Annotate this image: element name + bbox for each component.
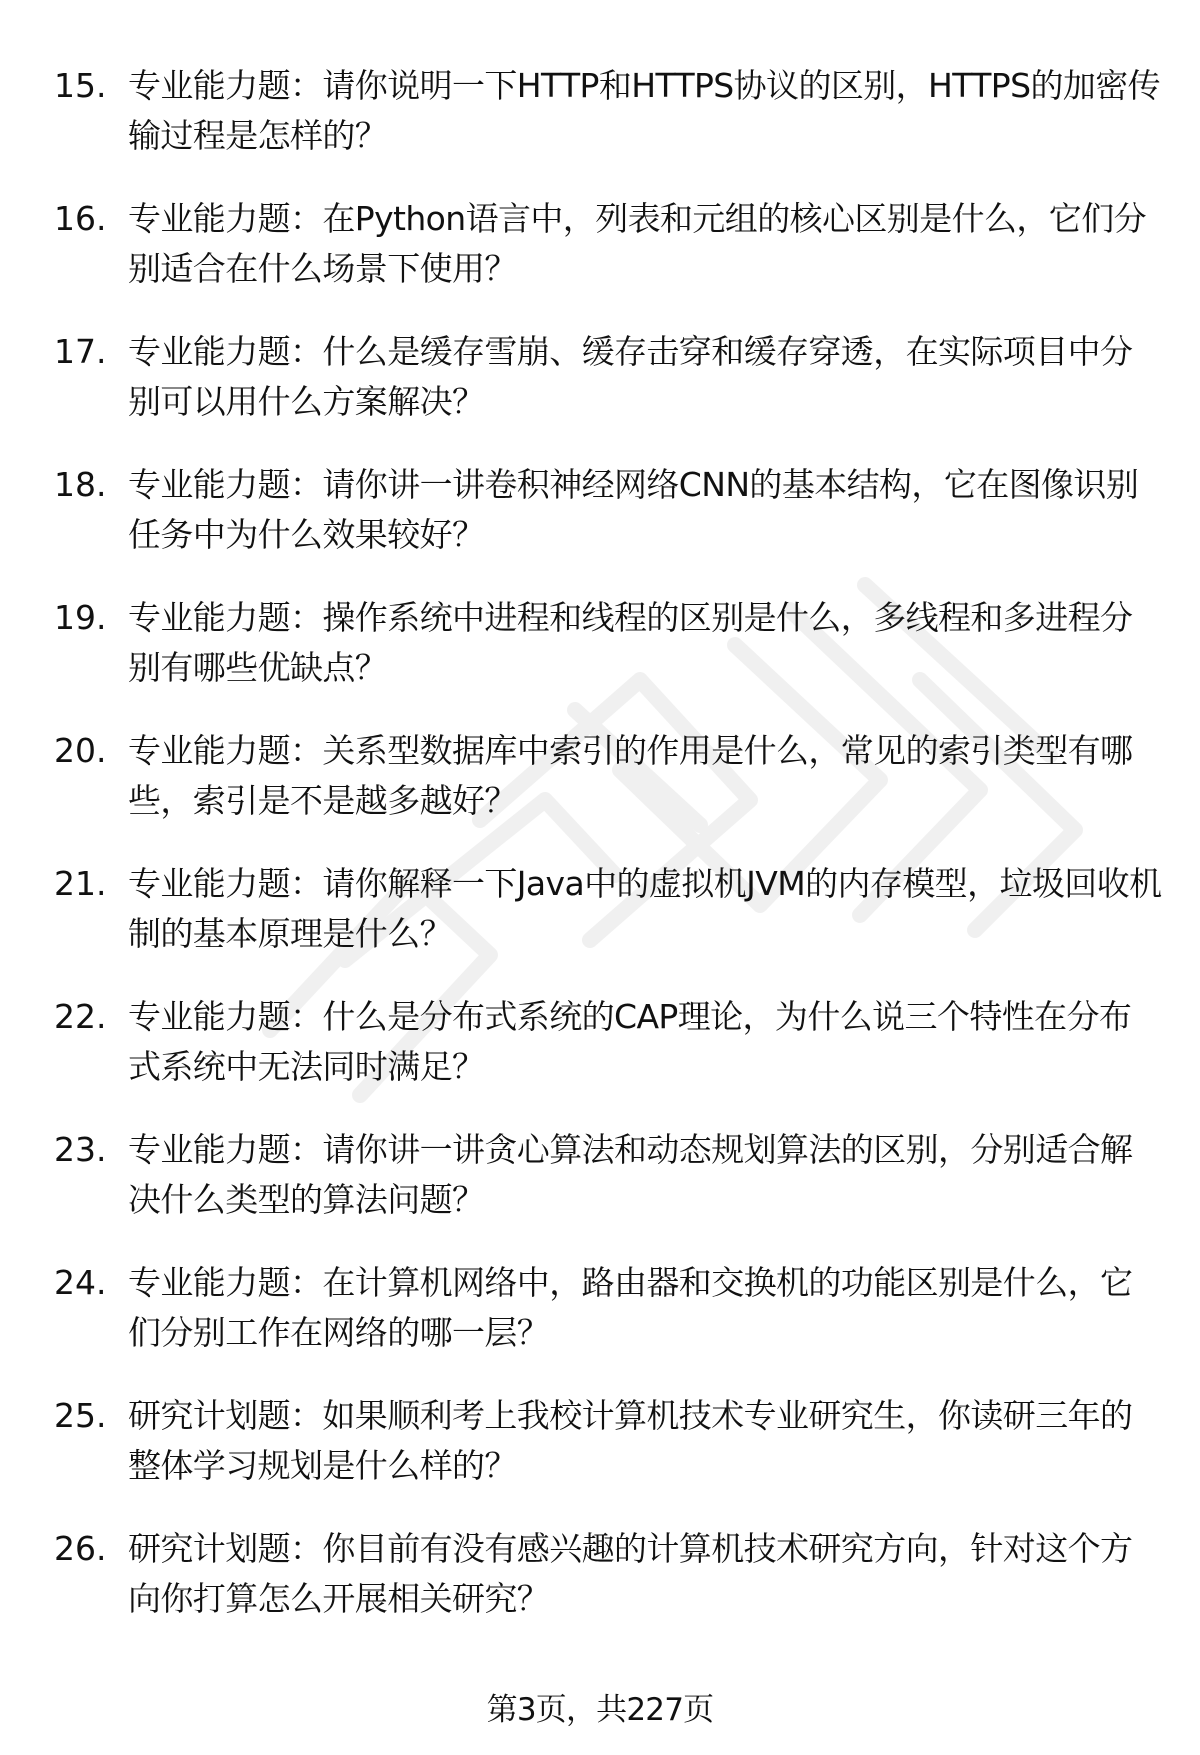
question-number: 19. bbox=[54, 598, 107, 637]
question-text: 研究计划题：你目前有没有感兴趣的计算机技术研究方向，针对这个方向你打算怎么开展相关研究？ bbox=[128, 1529, 1133, 1618]
question-text: 专业能力题：请你讲一讲贪心算法和动态规划算法的区别，分别适合解决什么类型的算法问题？ bbox=[128, 1130, 1133, 1219]
question-text: 专业能力题：在计算机网络中，路由器和交换机的功能区别是什么，它们分别工作在网络的哪一层？ bbox=[128, 1263, 1133, 1352]
page-number-footer: 第3页，共227页 bbox=[486, 1692, 714, 1728]
question-text: 专业能力题：请你说明一下HTTP和HTTPS协议的区别，HTTPS的加密传输过程是怎样的？ bbox=[128, 66, 1161, 155]
question-number: 15. bbox=[54, 66, 107, 105]
question-text: 专业能力题：请你讲一讲卷积神经网络CNN的基本结构，它在图像识别任务中为什么效果较好？ bbox=[128, 465, 1139, 554]
question-item bbox=[0, 318, 1200, 451]
question-text: 专业能力题：在Python语言中，列表和元组的核心区别是什么，它们分别适合在什么场景下使用？ bbox=[128, 199, 1146, 288]
question-number: 18. bbox=[54, 465, 107, 504]
question-number: 24. bbox=[54, 1263, 107, 1302]
question-item bbox=[0, 451, 1200, 584]
question-item bbox=[0, 983, 1200, 1116]
question-number: 22. bbox=[54, 997, 107, 1036]
question-number: 21. bbox=[54, 864, 107, 903]
question-item bbox=[0, 185, 1200, 318]
question-item bbox=[0, 52, 1200, 185]
question-text: 专业能力题：操作系统中进程和线程的区别是什么，多线程和多进程分别有哪些优缺点？ bbox=[128, 598, 1133, 687]
question-item bbox=[0, 1116, 1200, 1249]
question-text: 专业能力题：什么是缓存雪崩、缓存击穿和缓存穿透，在实际项目中分别可以用什么方案解决？ bbox=[128, 332, 1133, 421]
question-number: 20. bbox=[54, 731, 107, 770]
question-item bbox=[0, 584, 1200, 717]
question-number: 17. bbox=[54, 332, 107, 371]
question-list bbox=[0, 52, 1200, 1648]
question-text: 专业能力题：什么是分布式系统的CAP理论，为什么说三个特性在分布式系统中无法同时满足？ bbox=[128, 997, 1132, 1086]
question-number: 26. bbox=[54, 1529, 107, 1568]
question-text: 专业能力题：关系型数据库中索引的作用是什么，常见的索引类型有哪些，索引是不是越多越好？ bbox=[128, 731, 1133, 820]
question-item bbox=[0, 1249, 1200, 1382]
question-number: 23. bbox=[54, 1130, 107, 1169]
question-item bbox=[0, 717, 1200, 850]
question-item bbox=[0, 1515, 1200, 1648]
question-text: 研究计划题：如果顺利考上我校计算机技术专业研究生，你读研三年的整体学习规划是什么样的？ bbox=[128, 1396, 1133, 1485]
question-item bbox=[0, 850, 1200, 983]
question-item bbox=[0, 1382, 1200, 1515]
question-number: 16. bbox=[54, 199, 107, 238]
question-number: 25. bbox=[54, 1396, 107, 1435]
question-text: 专业能力题：请你解释一下Java中的虚拟机JVM的内存模型，垃圾回收机制的基本原理是什么？ bbox=[128, 864, 1162, 953]
